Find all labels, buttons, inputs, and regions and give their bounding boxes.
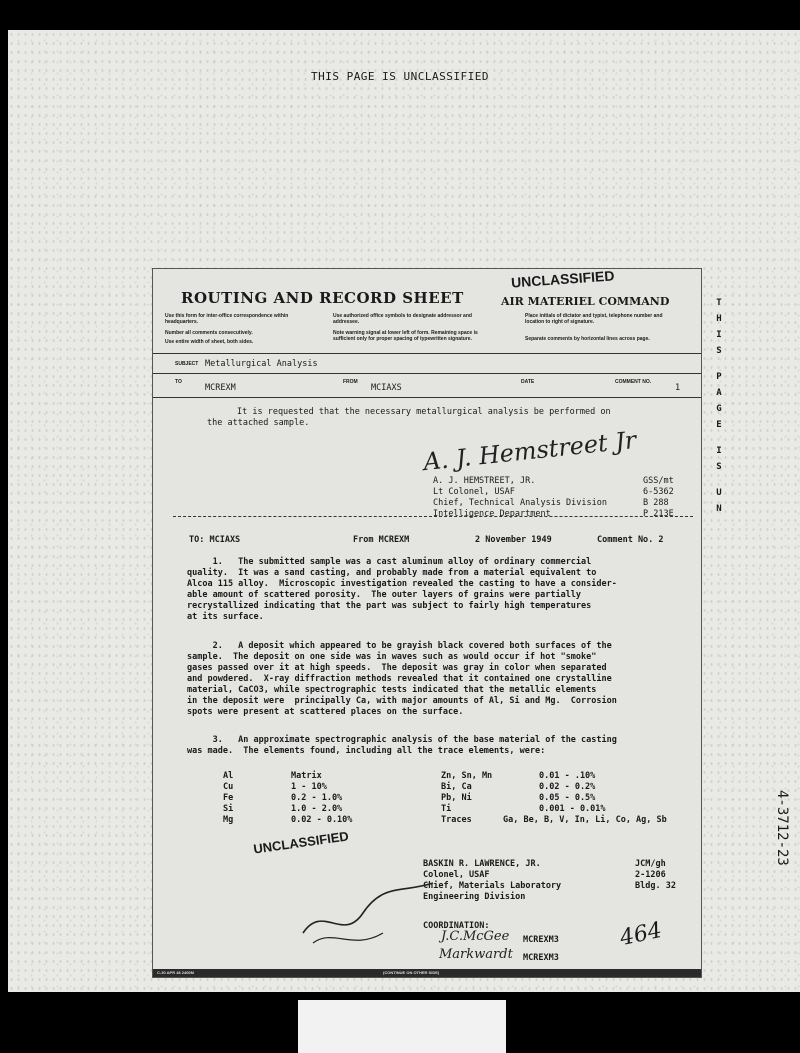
coordination-office: MCREXM3 xyxy=(523,935,559,945)
sig1-ref: 6-5362 xyxy=(643,487,674,497)
date-label: DATE xyxy=(521,379,535,385)
classification-banner: THIS PAGE IS UNCLASSIFIED xyxy=(310,70,490,83)
from-label: FROM xyxy=(343,379,358,385)
sig1-dept: Intelligence Department xyxy=(433,509,551,519)
form-number: C-30 APR 48 2400M xyxy=(157,970,194,975)
rule xyxy=(153,373,701,374)
sig2-ref: 2-1206 xyxy=(635,870,666,880)
subject-label: SUBJECT xyxy=(175,361,199,367)
document-number: 4-3712-23 xyxy=(774,790,790,866)
bottom-classification-stamp: UNCLASSIFIED xyxy=(252,828,350,857)
sig2-title: Chief, Materials Laboratory xyxy=(423,881,562,891)
routing-record-sheet: UNCLASSIFIED ROUTING AND RECORD SHEET AIR MATERIEL COMMAND Use this form for inter-office correspondence within headquarters. Number all comments consecutively. Use entire width of sheet, both sides. Use authorized office symbols to designate addressor and addressee. Note warning signal at lower left of form. Remaining space is sufficient only for proper spacing of typewritten signature. Place initials of dictator and typist, telephone number and location to right of signature. Separate comments by horizontal lines across page. SUBJECT Metallurgical Analysis TO MCREXM FROM MCIAXS DATE COMMENT NO. 1 It is requested that the necessary metallurgical analysis be performed on the attached sample. A. J. Hemstreet Jr A. J. HEMSTREET, JR. Lt Colonel, USAF Chief, Technical Analysis Division Intelligence Department GSS/mt 6-5362 B 288 P 213E TO: MCIAXS From MCREXM 2 November 1949 Comment No. 2 1. The submitted sample was a cast aluminum alloy of ordinary commercial quality. It was a sand casting, and probably made from a material equivalent to Alcoa 115 alloy. Microscopic investigation revealed the casting to have a consider- able amount of scattered porosity. The outer layers of grains were partially recrystallized indicating that the part was subject to fairly high temperatures at its surface. 2. A deposit which appeared to be grayish black covered both surfaces of the sample. The deposit on one side was in waves such as would occur if hot "smoke" gases passed over it at high speeds. The deposit was gray in color when separated and powdered. X-ray diffraction methods revealed that it contained one crystalline material, CaCO3, while spectrographic tests indicated that the metallic elements in the deposit were principally Ca, with major amounts of Al, Si and Mg. Corrosion spots were present at scattered places on the surface. 3. An approximate spectrographic analysis of the base material of the casting was made. The elements found, including all the trace elements, were: Al Matrix Cu 1 - 10% Fe 0.2 - 1.0% Si 1.0 - 2.0% Mg 0.02 - 0.10% Zn, Sn, Mn 0.01 - .10% Bi, Ca 0.02 - 0.2% Pb, Ni 0.05 - 0.5% Ti 0.001 - 0.01% Traces Ga, Be, B, V, In, Li, Co, Ag, Sb UNCLASSIFIED BASKIN R. LAWRENCE, JR. Colonel, USAF Chief, Materials Laboratory Engineering Division JCM/gh 2-1206 Bldg. 32 COORDINATION: J.C.McGee MCREXM3 Markwardt MCREXM3 C-30 APR 48 2400M (CONTINUE ON OTHER SIDE) xyxy=(152,268,702,978)
comment-no-label: COMMENT NO. xyxy=(615,379,652,385)
coordination-office: MCREXM3 xyxy=(523,953,559,963)
subject-value: Metallurgical Analysis xyxy=(205,359,318,369)
c2-to: TO: MCIAXS xyxy=(189,535,241,545)
scan-bottom-patch xyxy=(298,1000,506,1053)
form-footer xyxy=(153,969,701,977)
to-value: MCREXM xyxy=(205,383,236,393)
coordination-signature: Markwardt xyxy=(439,947,513,962)
top-classification-stamp: UNCLASSIFIED xyxy=(510,267,615,291)
sig2-dept: Engineering Division xyxy=(423,892,526,902)
rule xyxy=(153,397,701,398)
comment-divider xyxy=(173,516,693,517)
sig1-ref: B 288 xyxy=(643,498,669,508)
sig1-title: Chief, Technical Analysis Division xyxy=(433,498,607,508)
handwritten-page-number: 464 xyxy=(617,917,665,952)
from-value: MCIAXS xyxy=(371,383,402,393)
comment1-line: the attached sample. xyxy=(207,418,310,428)
sig2-ref: Bldg. 32 xyxy=(635,881,676,891)
command-name: AIR MATERIEL COMMAND xyxy=(501,295,670,308)
continue-note: (CONTINUE ON OTHER SIDE) xyxy=(383,970,440,975)
coordination-signature: J.C.McGee xyxy=(441,929,510,944)
c2-date: 2 November 1949 xyxy=(475,535,552,545)
sig2-rank: Colonel, USAF xyxy=(423,870,490,880)
sig1-rank: Lt Colonel, USAF xyxy=(433,487,515,497)
sig2-ref: JCM/gh xyxy=(635,859,666,869)
comment-no-value: 1 xyxy=(675,383,681,393)
to-label: TO xyxy=(175,379,182,385)
instructions-middle: Use authorized office symbols to designate addressor and addressee. Note warning signal at lower left of form. Remaining space is sufficient only for proper spacing of typewritten signature. xyxy=(333,313,478,342)
coordination-label: COORDINATION: xyxy=(423,921,490,931)
form-title: ROUTING AND RECORD SHEET xyxy=(181,289,464,307)
comment1-line: It is requested that the necessary metallurgical analysis be performed on xyxy=(237,407,611,417)
sig1-ref: GSS/mt xyxy=(643,476,674,486)
handwritten-scribble xyxy=(293,873,443,953)
signature-hemstreet: A. J. Hemstreet Jr xyxy=(422,425,638,477)
sig1-name: A. J. HEMSTREET, JR. xyxy=(433,476,536,486)
instructions-right: Place initials of dictator and typist, telephone number and location to right of signature. Separate comments by horizontal lines across page. xyxy=(525,313,663,342)
rule xyxy=(153,353,701,354)
c2-comment: Comment No. 2 xyxy=(597,535,664,545)
sig2-name: BASKIN R. LAWRENCE, JR. xyxy=(423,859,541,869)
sig1-ref: P 213E xyxy=(643,509,674,519)
instructions-left: Use this form for inter-office correspondence within headquarters. Number all comments consecutively. Use entire width of sheet, both sides. xyxy=(165,313,289,345)
c2-from: From MCREXM xyxy=(353,535,410,545)
